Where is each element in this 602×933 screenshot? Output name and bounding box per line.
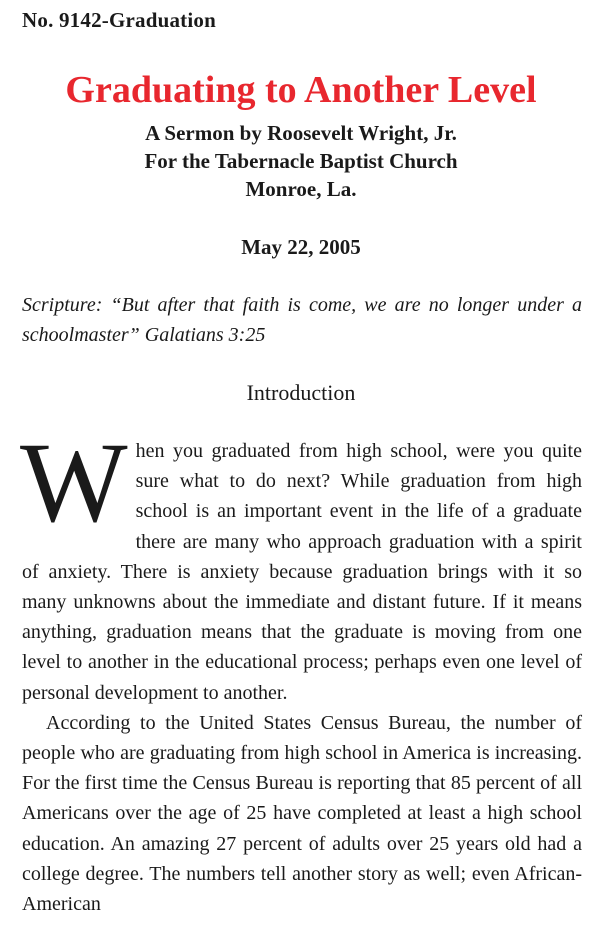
document-number: No. 9142-Graduation [22, 8, 216, 32]
byline-church: For the Tabernacle Baptist Church [144, 149, 458, 173]
drop-cap: W [20, 419, 128, 546]
byline-location: Monroe, La. [245, 177, 357, 201]
scripture-quote: Scripture: “But after that faith is come, we are no longer under a schoolmaster” Galatians 3:25 [22, 294, 582, 346]
sermon-title: Graduating to Another Level [65, 69, 537, 111]
paragraph [22, 708, 582, 919]
sermon-body [20, 419, 582, 919]
paragraph [20, 419, 582, 708]
section-heading: Introduction [246, 380, 356, 405]
sermon-date: May 22, 2005 [241, 235, 361, 259]
byline-author: A Sermon by Roosevelt Wright, Jr. [145, 121, 457, 145]
paragraph-text: hen you graduated from high school, were you quite sure what to do next? While graduation from high school is an important event in the life of a graduate there are many who approach graduation with a spirit of anxiety. There is anxiety because graduation brings with it so many unknowns about the immediate and distant future. If it means anything, graduation means that the graduate is moving from one level to another in the educational process; perhaps even one level of personal development to another. [22, 440, 582, 704]
paragraph-text: According to the United States Census Bureau, the number of people who are graduating from high school in America is increasing. For the first time the Census Bureau is reporting that 85 percent of all Americans over the age of 25 have completed at least a high school education. An amazing 27 percent of adults over 25 years old had a college degree. The numbers tell another story as well; even African-American [22, 711, 582, 916]
